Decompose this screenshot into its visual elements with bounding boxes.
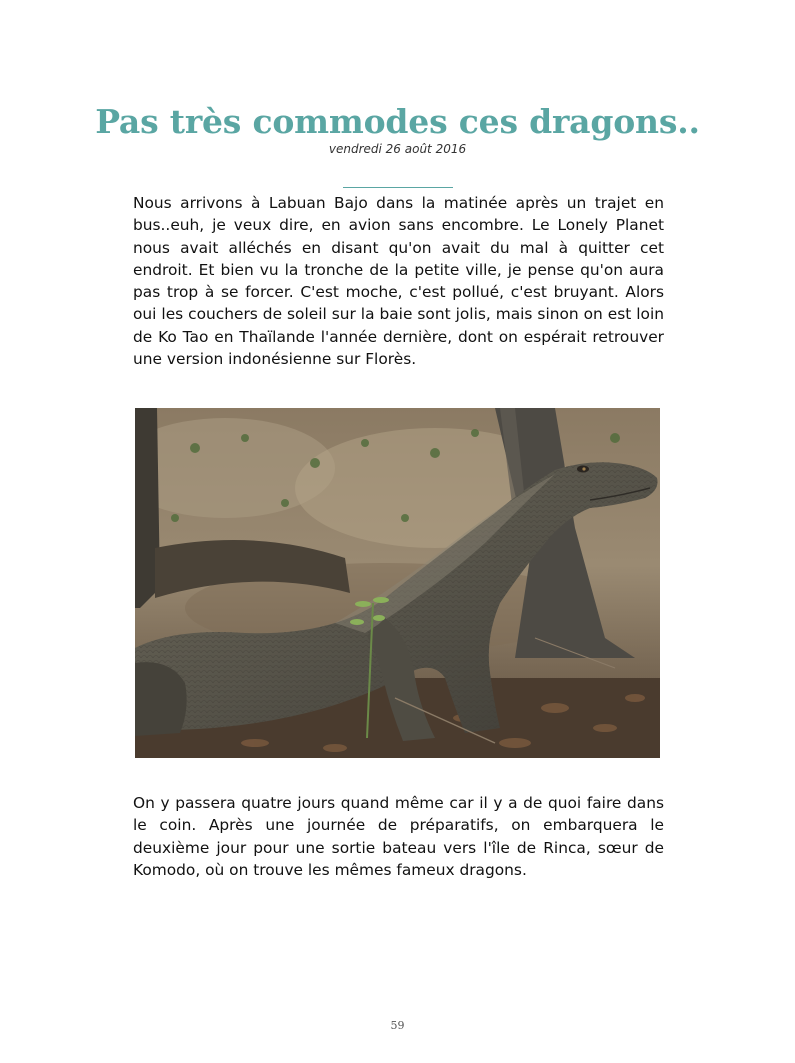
article-title: Pas très commodes ces dragons.. [95, 102, 700, 141]
title-divider [343, 187, 453, 188]
paragraph-1: Nous arrivons à Labuan Bajo dans la matinée après un trajet en bus..euh, je veux dire, en avion sans encombre. Le Lonely Planet nous avait alléchés en disant qu'on avait du mal à quitter cet endroit. Et bien vu la tronche de la petite ville, je pense qu'on aura pas trop à se forcer. C'est moche, c'est pollué, c'est bruyant. Alors oui les couchers de soleil sur la baie sont jolis, mais sinon on est loin de Ko Tao en Thaïlande l'année dernière, dont on espérait retrouver une version indonésienne sur Florès. [133, 194, 664, 369]
komodo-dragon-icon [135, 408, 660, 758]
paragraph-2: On y passera quatre jours quand même car il y a de quoi faire dans le coin. Après une journée de préparatifs, on embarquera le deuxième jour pour une sortie bateau vers l'île de Rinca, sœur de Komodo, où on trouve les mêmes fameux dragons. [133, 794, 664, 879]
page-number: 59 [390, 1019, 405, 1032]
komodo-dragon-photo [135, 408, 660, 758]
article-date: vendredi 26 août 2016 [328, 142, 467, 156]
